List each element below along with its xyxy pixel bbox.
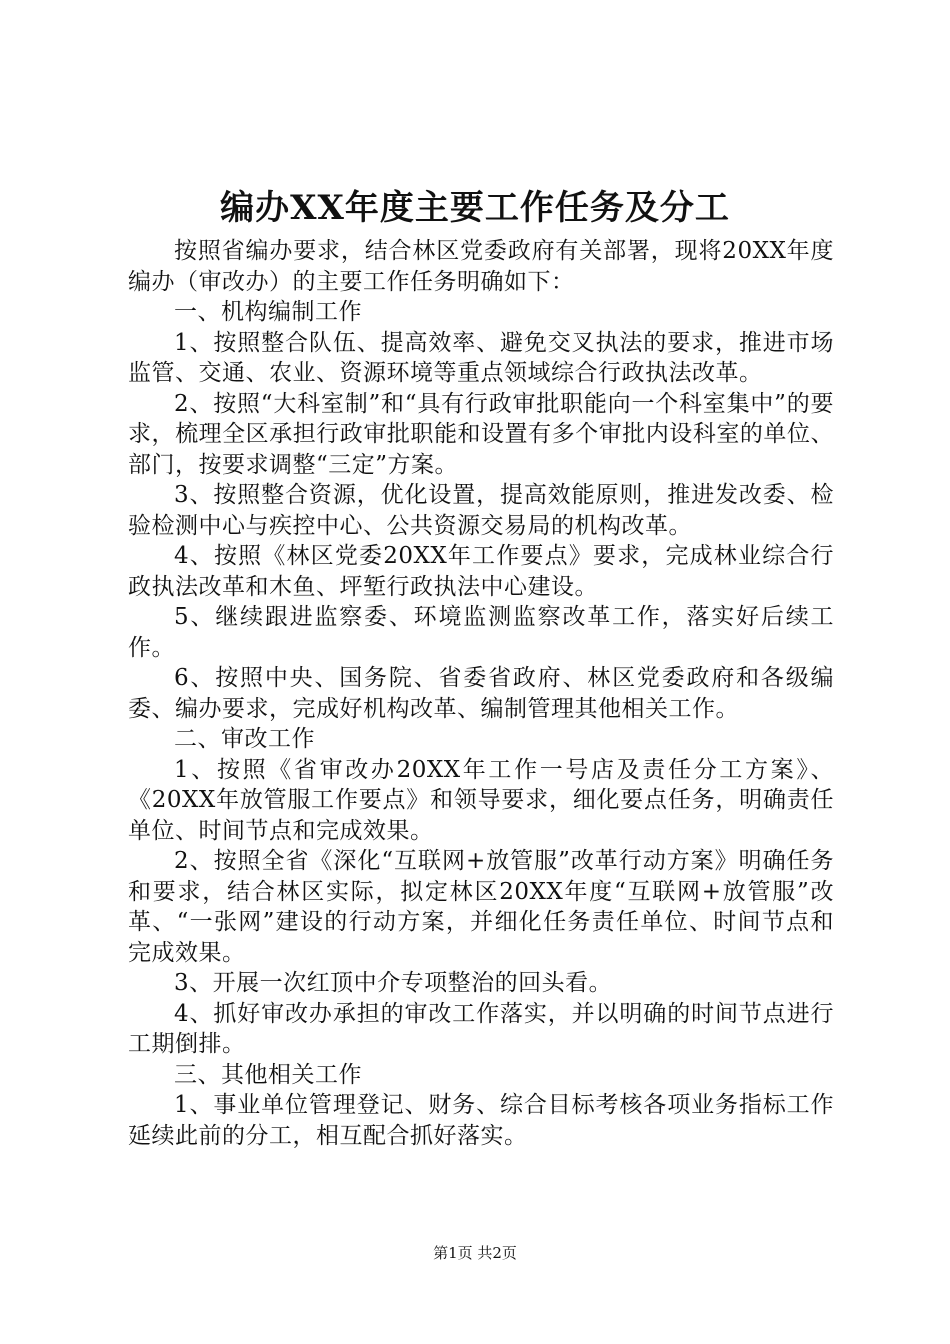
paragraph-org-item-6: 6、按照中央、国务院、省委省政府、林区党委政府和各级编委、编办要求，完成好机构改革、编制管理其他相关工作。 — [128, 665, 834, 722]
paragraph-review-item-1: 1、按照《省审改办20XX年工作一号店及责任分工方案》、《20XX年放管服工作要点》和领导要求，细化要点任务，明确责任单位、时间节点和完成效果。 — [128, 756, 834, 844]
paragraph-other-item-1: 1、事业单位管理登记、财务、综合目标考核各项业务指标工作延续此前的分工，相互配合抓好落实。 — [128, 1092, 834, 1149]
paragraph-org-item-2: 2、按照“大科室制”和“具有行政审批职能向一个科室集中”的要求，梳理全区承担行政审批职能和设置有多个审批内设科室的单位、部门，按要求调整“三定”方案。 — [128, 390, 834, 478]
paragraph-org-item-5: 5、继续跟进监察委、环境监测监察改革工作，落实好后续工作。 — [128, 604, 834, 661]
page-number-footer: 第1页 共2页 — [433, 1244, 517, 1262]
section-heading-other-work: 三、其他相关工作 — [174, 1061, 362, 1088]
paragraph-review-item-3: 3、开展一次红顶中介专项整治的回头看。 — [174, 970, 613, 996]
document-body — [128, 236, 834, 1151]
paragraph-org-item-4: 4、按照《林区党委20XX年工作要点》要求，完成林业综合行政执法改革和木鱼、坪堑行政执法中心建设。 — [128, 543, 834, 600]
paragraph-org-item-3: 3、按照整合资源，优化设置，提高效能原则，推进发改委、检验检测中心与疾控中心、公共资源交易局的机构改革。 — [128, 482, 834, 539]
section-heading-organization: 一、机构编制工作 — [174, 299, 362, 325]
intro-paragraph: 按照省编办要求，结合林区党委政府有关部署，现将20XX年度编办（审改办）的主要工作任务明确如下： — [128, 238, 834, 295]
paragraph-review-item-4: 4、抓好审改办承担的审改工作落实，并以明确的时间节点进行工期倒排。 — [128, 1000, 834, 1057]
paragraph-org-item-1: 1、按照整合队伍、提高效率、避免交叉执法的要求，推进市场监管、交通、农业、资源环境等重点领域综合行政执法改革。 — [128, 329, 834, 386]
paragraph-review-item-2: 2、按照全省《深化“互联网+放管服”改革行动方案》明确任务和要求，结合林区实际，拟定林区20XX年度“互联网+放管服”改革、“一张网”建设的行动方案，并细化任务责任单位、时间节点和完成效果。 — [128, 848, 834, 966]
section-heading-review-reform: 二、审改工作 — [174, 726, 315, 752]
document-title: 编办XX年度主要工作任务及分工 — [220, 188, 730, 228]
